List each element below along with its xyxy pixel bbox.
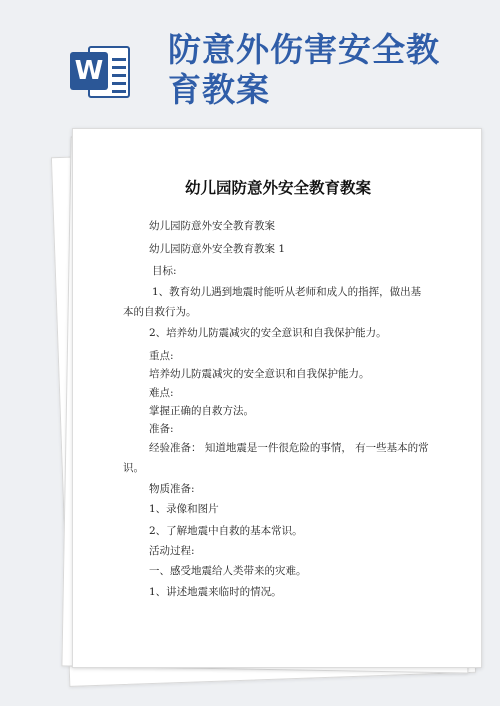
doc-line: 识。 xyxy=(123,462,144,474)
doc-line: 2、了解地震中自救的基本常识。 xyxy=(149,525,303,537)
doc-line: 1、录像和图片 xyxy=(149,503,219,515)
page-title-line-1: 防意外伤害安全教 xyxy=(168,30,440,69)
document-page xyxy=(72,128,482,668)
doc-line: 准备: xyxy=(149,423,174,435)
doc-line: 2、培养幼儿防震减灾的安全意识和自我保护能力。 xyxy=(149,327,387,339)
page-title-line-2: 育教案 xyxy=(168,70,270,109)
word-document-icon xyxy=(70,40,132,102)
doc-line: 目标: xyxy=(152,265,177,277)
document-title: 幼儿园防意外安全教育教案 xyxy=(184,178,371,197)
word-letter-badge: W xyxy=(70,52,108,90)
doc-line: 培养幼儿防震减灾的安全意识和自我保护能力。 xyxy=(149,368,370,380)
doc-line: 幼儿园防意外安全教育教案 1 xyxy=(149,243,286,255)
doc-line: 重点: xyxy=(149,350,174,362)
doc-line: 物质准备: xyxy=(149,483,195,495)
doc-line: 1、教育幼儿遇到地震时能听从老师和成人的指挥，做出基 xyxy=(152,286,422,298)
doc-line: 掌握正确的自救方法。 xyxy=(149,405,254,417)
doc-line: 本的自救行为。 xyxy=(123,306,197,318)
doc-line: 活动过程: xyxy=(149,545,195,557)
doc-line: 难点: xyxy=(149,387,174,399)
doc-line: 经验准备： 知道地震是一件很危险的事情， 有一些基本的常 xyxy=(149,442,429,454)
doc-line: 1、讲述地震来临时的情况。 xyxy=(149,586,282,598)
header xyxy=(0,0,500,120)
doc-line: 一、感受地震给人类带来的灾难。 xyxy=(149,565,307,577)
doc-line: 幼儿园防意外安全教育教案 xyxy=(149,220,275,232)
page-title xyxy=(168,30,488,110)
